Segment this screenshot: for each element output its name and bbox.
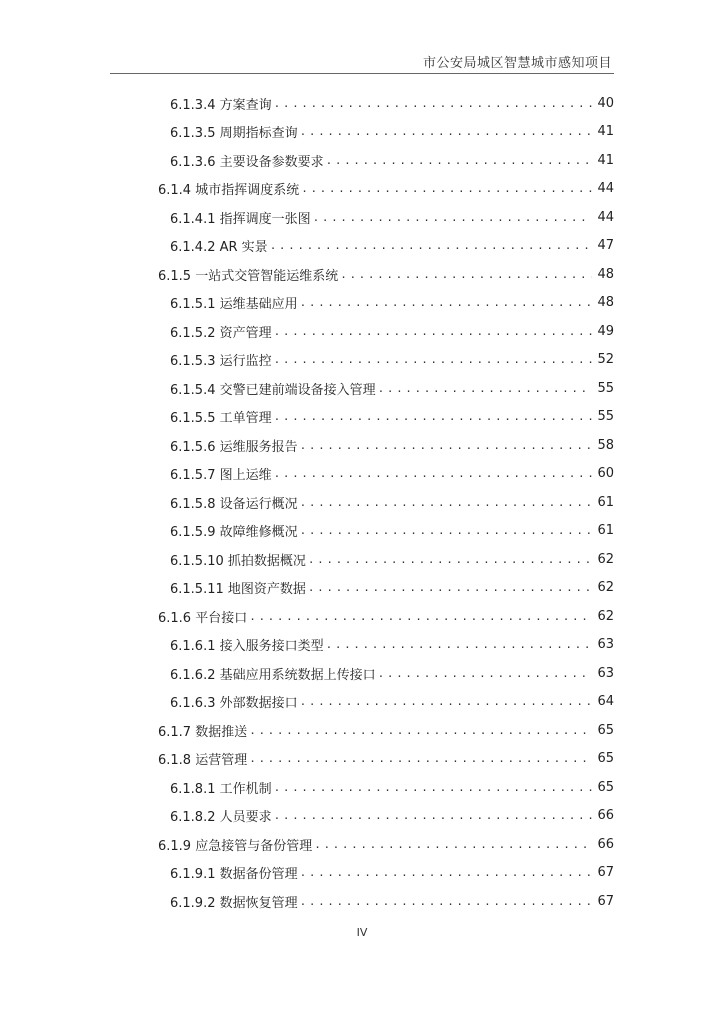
toc-entry[interactable] <box>158 178 614 200</box>
toc-entry-title <box>170 550 308 569</box>
toc-entry-page: 63 <box>597 665 614 681</box>
toc-entry[interactable] <box>170 349 614 371</box>
toc-entry[interactable] <box>170 691 614 713</box>
toc-leader-dots <box>274 781 592 794</box>
toc-entry-number: 6.1.3.4 <box>170 97 216 113</box>
toc-entry-label: 工作机制 <box>219 781 272 797</box>
toc-entry-page: 40 <box>597 95 614 111</box>
toc-leader-dots <box>313 211 592 224</box>
toc-entry-page: 65 <box>597 751 614 766</box>
toc-leader-dots <box>300 895 592 908</box>
toc-entry-number: 6.1.5.1 <box>170 297 216 312</box>
toc-entry[interactable] <box>170 320 614 342</box>
toc-entry[interactable] <box>158 605 614 627</box>
toc-entry-number: 6.1.5.3 <box>170 354 216 369</box>
toc-leader-dots <box>300 439 592 452</box>
toc-leader-dots <box>300 125 592 138</box>
toc-entry-number: 6.1.9.1 <box>170 867 216 882</box>
toc-entry[interactable] <box>170 149 614 171</box>
toc-entry[interactable] <box>170 662 614 684</box>
toc-leader-dots <box>308 581 592 594</box>
toc-entry-label: 运维服务报告 <box>219 439 298 455</box>
toc-entry[interactable] <box>170 862 614 884</box>
toc-entry-page: 62 <box>597 580 614 595</box>
toc-entry-label: 应急接管与备份管理 <box>195 838 313 854</box>
toc-entry[interactable] <box>158 719 614 741</box>
toc-entry-title <box>170 692 300 711</box>
toc-leader-dots <box>249 724 592 737</box>
toc-leader-dots <box>300 524 592 537</box>
toc-entry-number: 6.1.5.9 <box>170 525 216 540</box>
toc-entry-page: 48 <box>597 295 614 310</box>
toc-entry-page: 63 <box>597 637 614 652</box>
toc-entry-page: 66 <box>597 836 614 852</box>
toc-entry-page: 65 <box>597 722 614 738</box>
toc-entry-number: 6.1.3.5 <box>170 126 216 141</box>
toc-entry-title <box>170 322 274 341</box>
toc-entry-label: 一站式交管智能运维系统 <box>195 268 339 284</box>
toc-entry-title <box>170 379 378 398</box>
toc-entry-number: 6.1.4.2 <box>170 240 216 255</box>
toc-entry-number: 6.1.9.2 <box>170 895 216 911</box>
toc-entry-title <box>170 464 274 483</box>
toc-entry-number: 6.1.5.7 <box>170 468 216 483</box>
toc-entry[interactable] <box>170 805 614 827</box>
toc-leader-dots <box>274 410 592 423</box>
toc-entry-title <box>170 436 300 455</box>
toc-entry-title <box>158 749 249 768</box>
toc-entry-title <box>170 94 274 113</box>
toc-entry-page: 47 <box>597 238 614 253</box>
toc-entry-number: 6.1.6.2 <box>170 667 216 683</box>
toc-entry-label: 抓拍数据概况 <box>227 553 306 569</box>
toc-entry-label: 城市指挥调度系统 <box>195 183 300 198</box>
toc-entry-title <box>158 607 249 626</box>
toc-entry-label: 地图资产数据 <box>227 582 306 597</box>
toc-entry-number: 6.1.8.1 <box>170 781 216 797</box>
toc-entry-title <box>158 835 314 854</box>
toc-entry[interactable] <box>170 377 614 399</box>
toc-leader-dots <box>378 667 592 680</box>
toc-leader-dots <box>274 809 592 822</box>
toc-entry-title <box>158 179 301 198</box>
toc-entry-label: 工单管理 <box>219 411 272 426</box>
toc-entry-label: 数据推送 <box>195 724 248 740</box>
toc-entry-label: 平台接口 <box>195 610 248 626</box>
toc-entry-number: 6.1.6.1 <box>170 639 216 654</box>
toc-entry[interactable] <box>170 577 614 599</box>
toc-entry-title <box>170 151 326 170</box>
toc-entry-label: 外部数据接口 <box>219 696 298 711</box>
toc-entry-page: 65 <box>597 779 614 795</box>
toc-entry-title <box>170 521 300 540</box>
toc-entry-number: 6.1.4 <box>158 183 192 198</box>
toc-entry-page: 61 <box>597 494 614 510</box>
toc-leader-dots <box>301 182 592 195</box>
toc-entry-title <box>170 863 300 882</box>
toc-entry-label: 故障维修概况 <box>219 525 298 540</box>
toc-entry-page: 55 <box>597 409 614 424</box>
toc-entry-page: 62 <box>597 551 614 567</box>
toc-entry-number: 6.1.7 <box>158 724 192 740</box>
toc-entry-label: 人员要求 <box>219 810 272 825</box>
toc-entry-title <box>158 721 249 740</box>
toc-entry[interactable] <box>170 406 614 428</box>
toc-entry-label: 运维基础应用 <box>219 297 298 312</box>
toc-entry-page: 44 <box>597 209 614 225</box>
toc-entry-page: 52 <box>597 352 614 367</box>
toc-entry-number: 6.1.8 <box>158 753 192 768</box>
header-rule <box>110 73 614 74</box>
toc-entry-page: 55 <box>597 380 614 396</box>
toc-entry-page: 49 <box>597 323 614 339</box>
toc-leader-dots <box>300 496 592 509</box>
toc-leader-dots <box>314 838 592 851</box>
toc-entry-page: 64 <box>597 694 614 709</box>
toc-entry-label: 资产管理 <box>219 325 272 341</box>
toc-entry[interactable] <box>170 634 614 656</box>
toc-entry-page: 41 <box>597 124 614 139</box>
toc-entry-page: 44 <box>597 181 614 196</box>
toc-entry[interactable] <box>170 491 614 513</box>
toc-leader-dots <box>340 268 592 281</box>
toc-entry-title <box>170 578 308 597</box>
toc-entry-label: 周期指标查询 <box>219 126 298 141</box>
toc-entry-number: 6.1.5 <box>158 268 192 284</box>
toc-entry[interactable] <box>170 121 614 143</box>
toc-entry-label: 主要设备参数要求 <box>219 154 324 170</box>
toc-entry-label: 数据恢复管理 <box>219 895 298 911</box>
toc-entry-title <box>170 778 274 797</box>
toc-leader-dots <box>274 97 592 110</box>
toc-entry[interactable] <box>170 548 614 570</box>
toc-leader-dots <box>378 382 592 395</box>
toc-entry[interactable] <box>170 890 614 912</box>
toc-entry-page: 41 <box>597 152 614 168</box>
toc-entry[interactable] <box>170 92 614 114</box>
toc-entry-title <box>170 493 300 512</box>
toc-entry-number: 6.1.9 <box>158 838 192 854</box>
toc-entry-title <box>170 236 270 255</box>
toc-entry[interactable] <box>170 235 614 257</box>
toc-entry-page: 48 <box>597 266 614 282</box>
toc-entry-label: AR 实景 <box>219 240 268 255</box>
toc-entry[interactable] <box>170 463 614 485</box>
toc-entry-label: 数据备份管理 <box>219 867 298 882</box>
toc-leader-dots <box>326 638 592 651</box>
toc-entry-number: 6.1.6.3 <box>170 696 216 711</box>
toc-entry-label: 接入服务接口类型 <box>219 639 324 654</box>
toc-entry-number: 6.1.5.8 <box>170 496 216 512</box>
toc-entry-label: 交警已建前端设备接入管理 <box>219 382 376 398</box>
toc-entry-title <box>170 407 274 426</box>
toc-entry-label: 指挥调度一张图 <box>219 211 311 227</box>
toc-leader-dots <box>274 353 592 366</box>
toc-entry-page: 61 <box>597 523 614 538</box>
toc-leader-dots <box>300 866 592 879</box>
toc-leader-dots <box>270 239 592 252</box>
toc-leader-dots <box>274 467 592 480</box>
toc-entry-title <box>170 122 300 141</box>
toc-entry-label: 基础应用系统数据上传接口 <box>219 667 376 683</box>
toc-entry-title <box>170 892 300 911</box>
toc-leader-dots <box>308 553 592 566</box>
toc-entry-page: 67 <box>597 865 614 880</box>
toc-entry-number: 6.1.5.11 <box>170 582 224 597</box>
toc-entry-number: 6.1.8.2 <box>170 810 216 825</box>
toc-leader-dots <box>274 325 592 338</box>
toc-leader-dots <box>300 695 592 708</box>
toc-entry[interactable] <box>170 520 614 542</box>
toc-entry-label: 方案查询 <box>219 97 272 113</box>
toc-entry-label: 运行监控 <box>219 354 272 369</box>
toc-entry[interactable] <box>170 206 614 228</box>
toc-entry-title <box>170 350 274 369</box>
toc-entry[interactable] <box>158 833 614 855</box>
toc-entry-number: 6.1.4.1 <box>170 211 216 227</box>
toc-entry-title <box>158 265 340 284</box>
toc-entry-title <box>170 664 378 683</box>
header-title: 市公安局城区智慧城市感知项目 <box>422 56 612 71</box>
toc-leader-dots <box>326 154 592 167</box>
toc-entry-page: 62 <box>597 608 614 624</box>
toc-entry-number: 6.1.5.10 <box>170 553 224 569</box>
toc-entry-page: 66 <box>597 808 614 823</box>
toc-entry-number: 6.1.5.4 <box>170 382 216 398</box>
toc-entry-page: 58 <box>597 437 614 453</box>
toc-entry-label: 运营管理 <box>195 753 248 768</box>
toc-leader-dots <box>249 752 592 765</box>
toc-entry-number: 6.1.5.5 <box>170 411 216 426</box>
toc-entry-title <box>170 208 313 227</box>
toc-entry-page: 60 <box>597 466 614 481</box>
toc-entry-page: 67 <box>597 893 614 909</box>
footer-page-number: IV <box>356 926 368 939</box>
page-header <box>0 0 724 74</box>
toc-entry-title <box>170 635 326 654</box>
toc-leader-dots <box>249 610 592 623</box>
toc-entry-title <box>170 806 274 825</box>
toc-entry-number: 6.1.5.6 <box>170 439 216 455</box>
toc-entry-label: 图上运维 <box>219 468 272 483</box>
toc-entry-title <box>170 293 300 312</box>
toc-entry[interactable] <box>170 434 614 456</box>
toc-entry-number: 6.1.6 <box>158 610 192 626</box>
toc-entry[interactable] <box>170 776 614 798</box>
toc-entry[interactable] <box>170 292 614 314</box>
toc-entry[interactable] <box>158 748 614 770</box>
toc-leader-dots <box>300 296 592 309</box>
toc-entry-number: 6.1.3.6 <box>170 154 216 170</box>
toc-entry-label: 设备运行概况 <box>219 496 298 512</box>
toc-entry[interactable] <box>158 263 614 285</box>
toc-entry-number: 6.1.5.2 <box>170 325 216 341</box>
